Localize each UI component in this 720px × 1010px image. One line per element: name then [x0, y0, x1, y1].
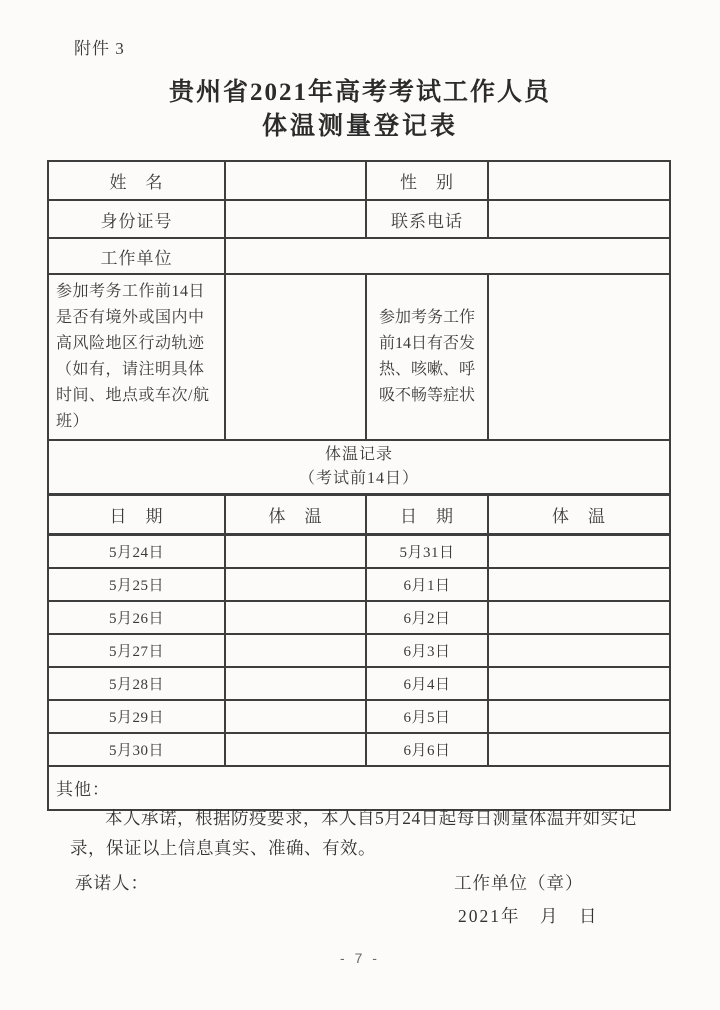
- date-cell: 5月27日: [48, 634, 225, 667]
- temp-value-cell: [225, 634, 366, 667]
- temperature-row: [48, 601, 670, 634]
- work-unit-label-cell: 工作单位: [48, 238, 225, 274]
- temp-value-cell: [225, 568, 366, 601]
- travel-history-value-cell: [225, 274, 366, 440]
- date-cell: 6月4日: [366, 667, 488, 700]
- registration-table: [47, 160, 671, 811]
- page-title-line-2: 体温测量登记表: [261, 113, 458, 140]
- table-row: [48, 161, 670, 200]
- date-cell: 6月6日: [366, 733, 488, 766]
- date-header-cell-right: 日 期: [366, 495, 488, 535]
- date-cell: 6月2日: [366, 601, 488, 634]
- date-cell: 5月28日: [48, 667, 225, 700]
- temp-record-title: 体温记录: [324, 446, 393, 463]
- date-header-cell-left: 日 期: [48, 495, 225, 535]
- temp-value-cell: [225, 667, 366, 700]
- symptoms-label-cell: 参加考务工作前14日有否发热、咳嗽、呼吸不畅等症状: [366, 274, 488, 440]
- temp-value-cell: [488, 733, 670, 766]
- temp-value-cell: [488, 601, 670, 634]
- table-row: [48, 238, 670, 274]
- temperature-row: [48, 733, 670, 766]
- date-cell: 5月29日: [48, 700, 225, 733]
- sign-date-line: 2021年 月 日: [458, 906, 599, 926]
- travel-history-label-cell: 参加考务工作前14日是否有境外或国内中高风险地区行动轨迹（如有，请注明具体时间、地点或车次/航班）: [48, 274, 225, 440]
- other-label-cell: 其他：: [48, 766, 670, 810]
- page-title-line-1: 贵州省2021年高考考试工作人员: [168, 79, 551, 106]
- temp-value-cell: [488, 667, 670, 700]
- table-row: [48, 440, 670, 495]
- attachment-label: 附件 3: [74, 39, 125, 58]
- temp-header-cell-left: 体 温: [225, 495, 366, 535]
- temp-record-subtitle: （考试前14日）: [298, 470, 419, 487]
- gender-value-cell: [488, 161, 670, 200]
- temp-value-cell: [225, 733, 366, 766]
- temp-value-cell: [225, 535, 366, 568]
- table-header-row: [48, 495, 670, 535]
- temperature-row: [48, 700, 670, 733]
- name-label-cell: 姓 名: [48, 161, 225, 200]
- id-number-value-cell: [225, 200, 366, 238]
- date-cell: 6月5日: [366, 700, 488, 733]
- temperature-row: [48, 535, 670, 568]
- name-value-cell: [225, 161, 366, 200]
- temp-value-cell: [488, 700, 670, 733]
- temp-header-cell-right: 体 温: [488, 495, 670, 535]
- temp-record-section-header: [48, 440, 670, 495]
- temp-value-cell: [488, 634, 670, 667]
- promiser-label: 承诺人：: [75, 873, 149, 893]
- date-cell: 5月31日: [366, 535, 488, 568]
- work-unit-value-cell: [225, 238, 670, 274]
- date-cell: 6月3日: [366, 634, 488, 667]
- temp-value-cell: [488, 568, 670, 601]
- phone-value-cell: [488, 200, 670, 238]
- temperature-row: [48, 568, 670, 601]
- temperature-row: [48, 634, 670, 667]
- id-number-label-cell: 身份证号: [48, 200, 225, 238]
- gender-label-cell: 性 别: [366, 161, 488, 200]
- page-title: [0, 76, 720, 144]
- date-cell: 5月30日: [48, 733, 225, 766]
- date-cell: 5月25日: [48, 568, 225, 601]
- temperature-row: [48, 667, 670, 700]
- temp-value-cell: [225, 700, 366, 733]
- date-cell: 5月26日: [48, 601, 225, 634]
- work-unit-seal-label: 工作单位（章）: [454, 873, 584, 893]
- page-number: - 7 -: [340, 950, 380, 966]
- symptoms-value-cell: [488, 274, 670, 440]
- date-cell: 6月1日: [366, 568, 488, 601]
- temp-value-cell: [225, 601, 366, 634]
- temp-value-cell: [488, 535, 670, 568]
- phone-label-cell: 联系电话: [366, 200, 488, 238]
- table-row: [48, 200, 670, 238]
- declaration-text: 本人承诺，根据防疫要求，本人自5月24日起每日测量体温并如实记录，保证以上信息真实、准确、有效。: [70, 808, 637, 858]
- date-cell: 5月24日: [48, 535, 225, 568]
- table-row: [48, 274, 670, 440]
